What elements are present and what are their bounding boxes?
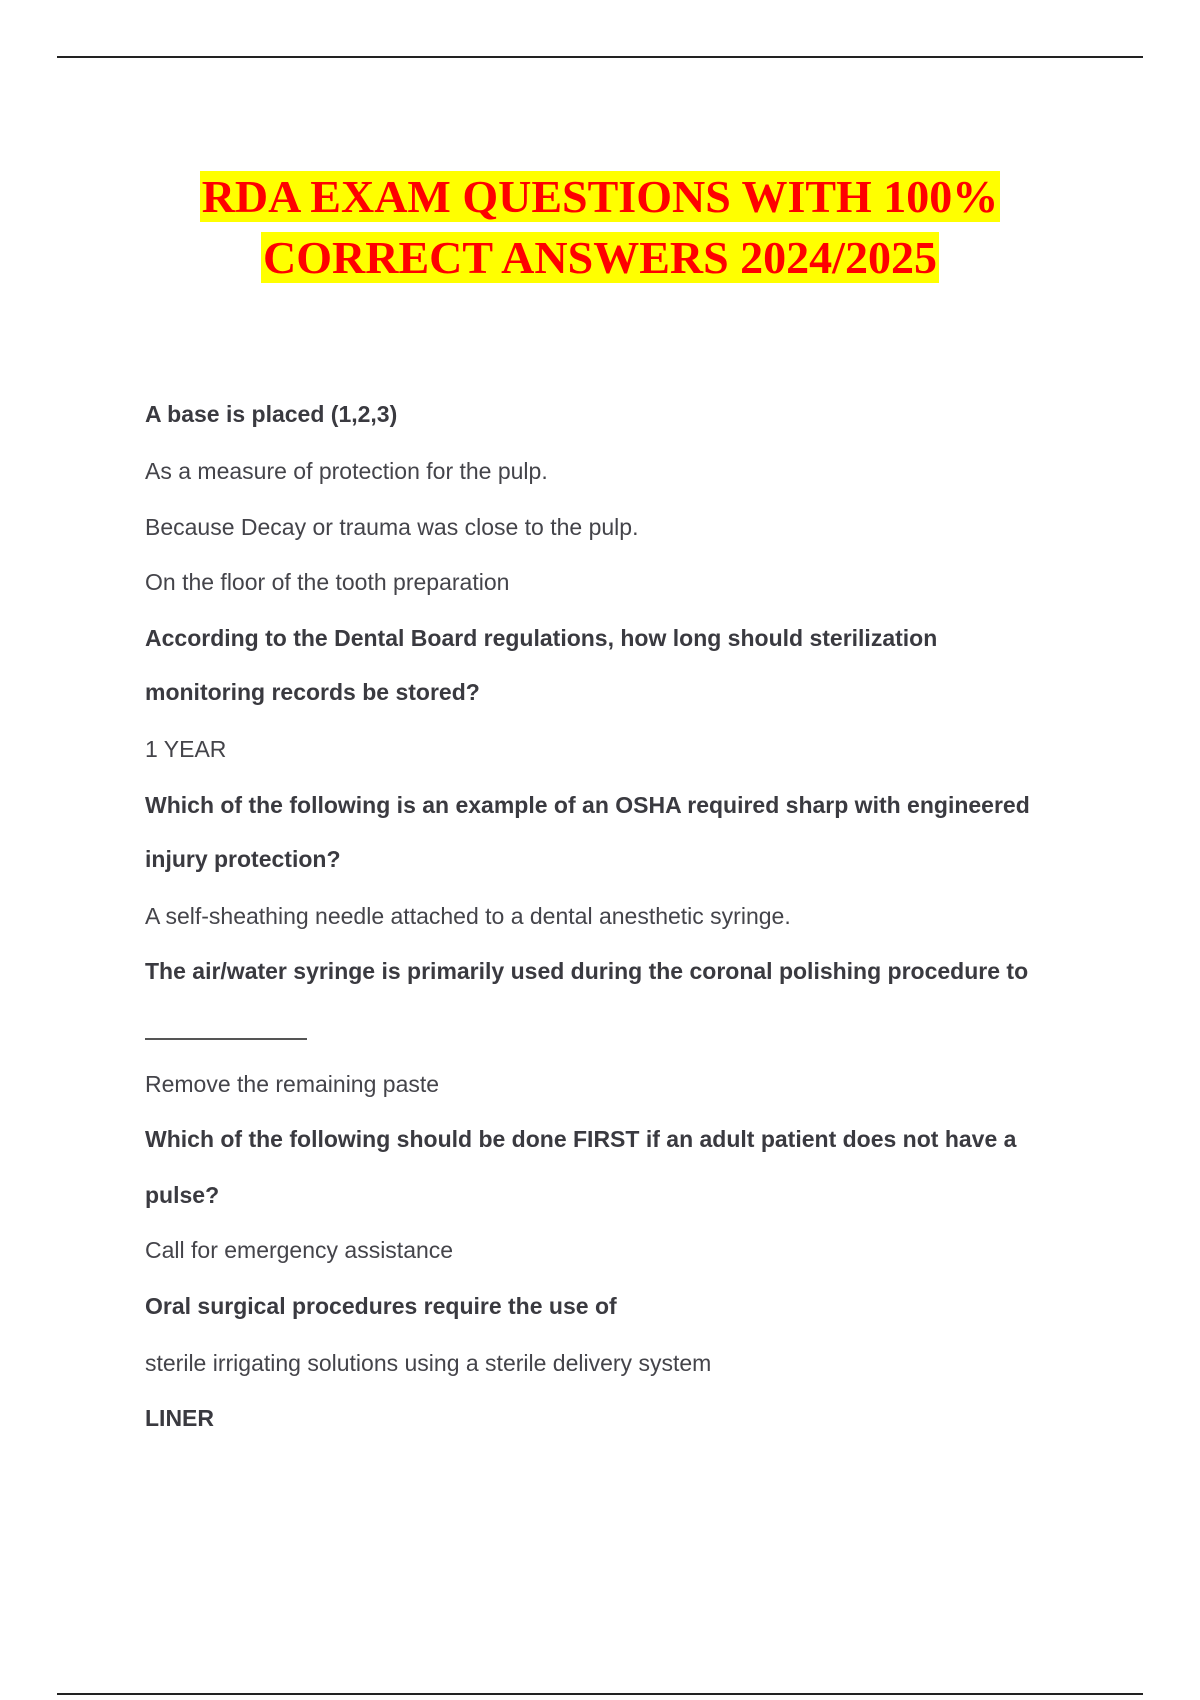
answer-one-year: 1 YEAR xyxy=(145,736,227,762)
answer-floor-preparation: On the floor of the tooth preparation xyxy=(145,569,510,595)
answer-protection-pulp: As a measure of protection for the pulp. xyxy=(145,458,548,484)
question-sterilization-records-line-1: According to the Dental Board regulations, how long should sterilization xyxy=(145,625,938,651)
question-no-pulse-line-2: pulse? xyxy=(145,1182,220,1208)
question-liner: LINER xyxy=(145,1405,214,1431)
question-base-placed: A base is placed (1,2,3) xyxy=(145,401,398,427)
title-line-2-text: CORRECT ANSWERS 2024/2025 xyxy=(263,232,937,283)
answer-self-sheathing-needle: A self-sheathing needle attached to a dental anesthetic syringe. xyxy=(145,903,791,929)
question-no-pulse-line-1: Which of the following should be done FIRST if an adult patient does not have a xyxy=(145,1126,1017,1152)
title-line-1 xyxy=(0,166,1200,227)
question-air-water-syringe: The air/water syringe is primarily used during the coronal polishing procedure to xyxy=(145,958,1029,984)
answer-decay-trauma: Because Decay or trauma was close to the pulp. xyxy=(145,514,639,540)
question-oral-surgical: Oral surgical procedures require the use of xyxy=(145,1293,617,1319)
document-title xyxy=(0,166,1200,288)
question-sterilization-records-line-2: monitoring records be stored? xyxy=(145,679,480,705)
answer-remove-paste: Remove the remaining paste xyxy=(145,1071,440,1097)
answer-blank-line xyxy=(145,1038,307,1040)
question-osha-sharp-line-2: injury protection? xyxy=(145,846,341,872)
top-rule xyxy=(57,56,1143,58)
question-osha-sharp-line-1: Which of the following is an example of an OSHA required sharp with engineered xyxy=(145,792,1030,818)
answer-emergency-assistance: Call for emergency assistance xyxy=(145,1237,454,1263)
answer-sterile-irrigating: sterile irrigating solutions using a sterile delivery system xyxy=(145,1350,712,1376)
bottom-rule xyxy=(57,1693,1143,1695)
title-line-2 xyxy=(0,227,1200,288)
title-line-1-text: RDA EXAM QUESTIONS WITH 100% xyxy=(201,171,999,222)
